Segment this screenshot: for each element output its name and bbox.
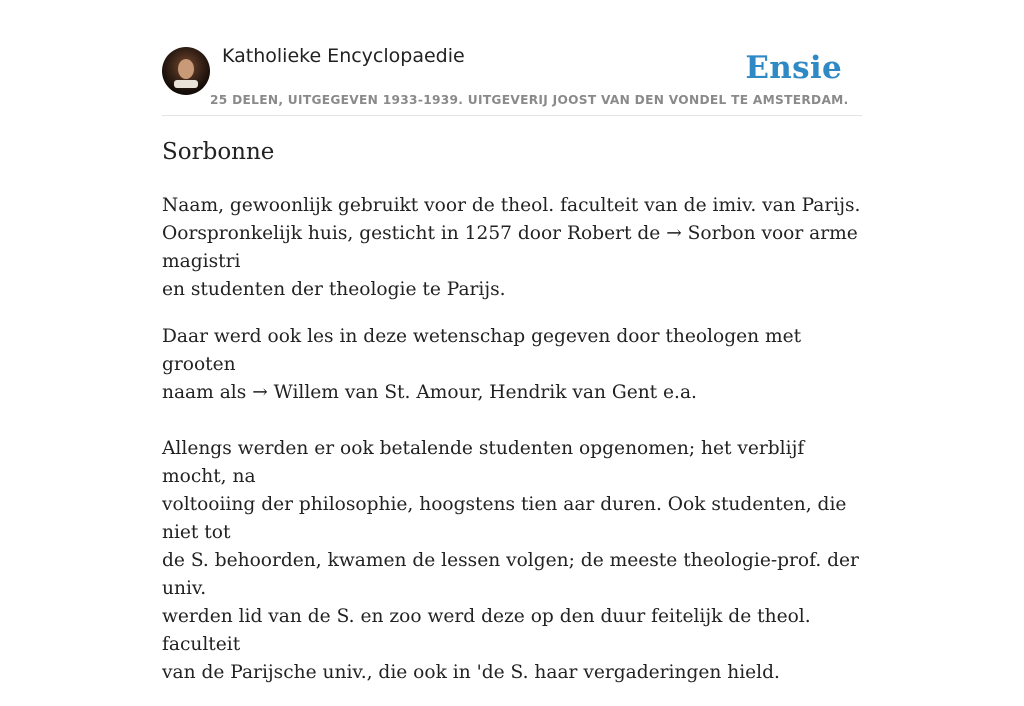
entry-body	[162, 192, 864, 706]
paragraph-2-line-1: Daar werd ook les in deze wetenschap gegeven door theologen met grooten	[162, 326, 802, 375]
entry-title: Sorbonne	[162, 139, 275, 165]
paragraph-3-line-1: Allengs werden er ook betalende studenten opgenomen; het verblijf mocht, na	[162, 438, 805, 487]
portrait-face	[178, 59, 194, 79]
paragraph-1	[162, 192, 864, 304]
header-divider	[162, 115, 862, 116]
paragraph-3-line-3: de S. behoorden, kwamen de lessen volgen; de meeste theologie-prof. der univ.	[162, 550, 859, 599]
paragraph-3-line-2: voltooiing der philosophie, hoogstens tien aar duren. Ook studenten, die niet tot	[162, 494, 847, 543]
paragraph-2	[162, 323, 864, 407]
ensie-logo[interactable]: Ensie	[745, 50, 842, 86]
paragraph-3-line-4: werden lid van de S. en zoo werd deze op den duur feitelijk de theol. faculteit	[162, 606, 811, 655]
paragraph-3	[162, 435, 864, 687]
article-page	[162, 0, 862, 683]
paragraph-2-text-a: naam als	[162, 382, 253, 403]
paragraph-1-line-1: Naam, gewoonlijk gebruikt voor de theol. faculteit van de imiv. van Parijs.	[162, 195, 861, 216]
paragraph-1-text-a: Oorspronkelijk huis, gesticht in 1257 door Robert de	[162, 223, 667, 244]
book-subtitle: 25 DELEN, UITGEGEVEN 1933-1939. UITGEVERIJ JOOST VAN DEN VONDEL TE AMSTERDAM.	[210, 93, 849, 107]
paragraph-3-line-5: van de Parijsche univ., die ook in 'de S. haar vergaderingen hield.	[162, 662, 780, 683]
paragraph-1-text-b: voor arme magistri	[162, 223, 858, 272]
book-cover-avatar[interactable]	[162, 47, 210, 95]
book-title[interactable]: Katholieke Encyclopaedie	[222, 45, 465, 67]
link-willem-van-st-amour[interactable]: → Willem van St. Amour	[252, 382, 478, 403]
paragraph-2-text-b: , Hendrik van Gent e.a.	[477, 382, 697, 403]
link-sorbon[interactable]: → Sorbon	[666, 223, 756, 244]
portrait-collar	[174, 80, 198, 88]
paragraph-1-line-3: en studenten der theologie te Parijs.	[162, 279, 506, 300]
